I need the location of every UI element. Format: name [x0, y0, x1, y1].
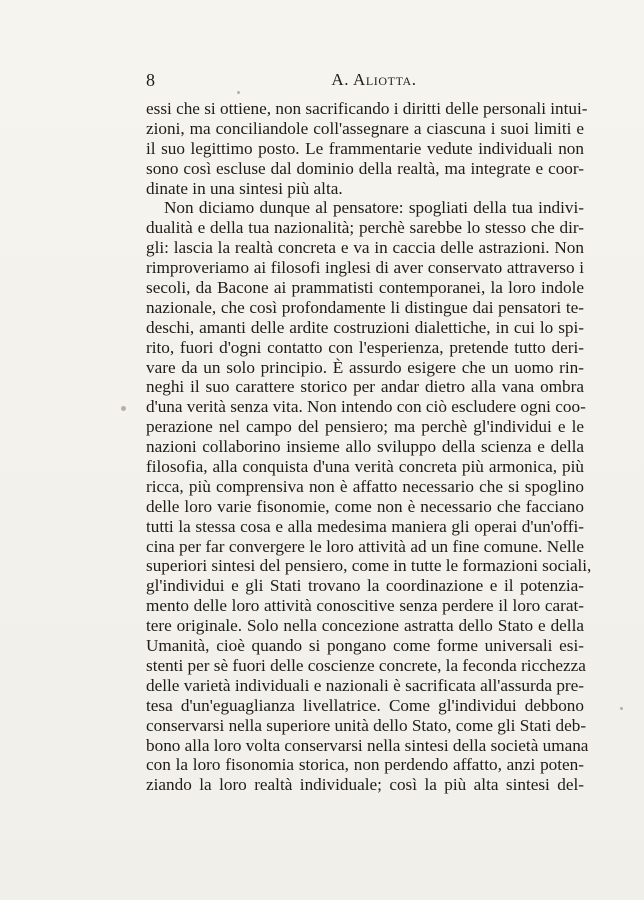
text-line: il suo legittimo posto. Le frammentarie vedute individuali non: [146, 138, 584, 158]
text-line: Umanità, cioè quando si pongano come forme universali esi-: [146, 636, 584, 656]
page-header: [146, 68, 584, 92]
text-line: bono alla loro volta conservarsi nella sintesi della società umana: [146, 735, 589, 755]
text-line: secoli, da Bacone ai prammatisti contemporanei, la loro indole: [146, 278, 584, 298]
text-line: dualità e della tua nazionalità; perchè sarebbe lo stesso che dir-: [146, 218, 584, 238]
text-line: ricca, più comprensiva non è affatto necessario che si spoglino: [146, 476, 584, 496]
text-line: tere originale. Solo nella concezione astratta dello Stato e della: [146, 616, 584, 636]
text-line: Non diciamo dunque al pensatore: spogliati della tua indivi-: [164, 198, 584, 218]
text-line: dinate in una sintesi più alta.: [146, 178, 343, 198]
text-line: ziando la loro realtà individuale; così la più alta sintesi del-: [146, 775, 584, 795]
text-line: sono così escluse dal dominio della realtà, ma integrate e coor-: [146, 158, 584, 178]
text-line: con la loro fisonomia storica, non perdendo affatto, anzi poten-: [146, 755, 584, 775]
scan-speck: [121, 406, 126, 411]
text-line: mento delle loro attività conoscitive senza perdere il loro carat-: [146, 596, 584, 616]
text-line: essi che si ottiene, non sacrificando i diritti delle personali intui-: [146, 99, 588, 118]
text-line: delle varietà individuali e nazionali è sacrificata all'assurda pre-: [146, 675, 584, 695]
page-number: 8: [146, 70, 155, 90]
text-line: superiori sintesi del pensiero, come in tutte le formazioni sociali,: [146, 556, 592, 576]
text-line: conservarsi nella superiore unità dello Stato, come gli Stati deb-: [146, 715, 587, 735]
text-line: stenti per sè fuori delle coscienze concrete, la feconda ricchezza: [146, 655, 586, 675]
text-line: rito, fuori d'ogni contatto con l'esperienza, pretende tutto deri-: [146, 337, 584, 357]
text-line: cina per far convergere le loro attività ad un fine comune. Nelle: [146, 536, 584, 556]
text-line: filosofia, alla conquista d'una verità concreta più armonica, più: [146, 457, 584, 477]
text-line: nazionale, che così profondamente li distingue dai pensatori te-: [146, 297, 584, 317]
text-line: zioni, ma conciliandole coll'assegnare a ciascuna i suoi limiti e: [146, 118, 584, 138]
text-line: delle loro varie fisonomie, come non è necessario che facciano: [146, 496, 584, 516]
text-line: tesa d'un'eguaglianza livellatrice. Come gl'individui debbono: [146, 695, 584, 715]
text-line: rimproveriamo ai filosofi inglesi di aver conservato attraverso i: [146, 258, 584, 278]
scan-speck: [237, 91, 240, 94]
text-line: vare da un solo principio. È assurdo esigere che un uomo rin-: [146, 357, 584, 377]
text-line: neghi il suo carattere storico per andar dietro alla vana ombra: [146, 377, 584, 397]
body-text: [146, 99, 592, 795]
text-line: d'una verità senza vita. Non intendo con ciò escludere ogni coo-: [146, 397, 586, 417]
text-line: gl'individui e gli Stati trovano la coordinazione e il potenzia-: [146, 576, 584, 596]
text-line: perazione nel campo del pensiero; ma perchè gl'individui e le: [146, 417, 584, 437]
text-line: nazioni collaborino insieme allo sviluppo della scienza e della: [146, 437, 584, 457]
text-line: deschi, amanti delle ardite costruzioni dialettiche, in cui lo spi-: [146, 317, 584, 337]
text-line: tutti la stessa cosa e alla medesima maniera gli operai d'un'offi-: [146, 516, 584, 536]
text-line: gli: lascia la realtà concreta e va in caccia delle astrazioni. Non: [146, 238, 584, 258]
running-head: A. Aliotta.: [331, 70, 417, 89]
scan-speck: [620, 707, 623, 710]
